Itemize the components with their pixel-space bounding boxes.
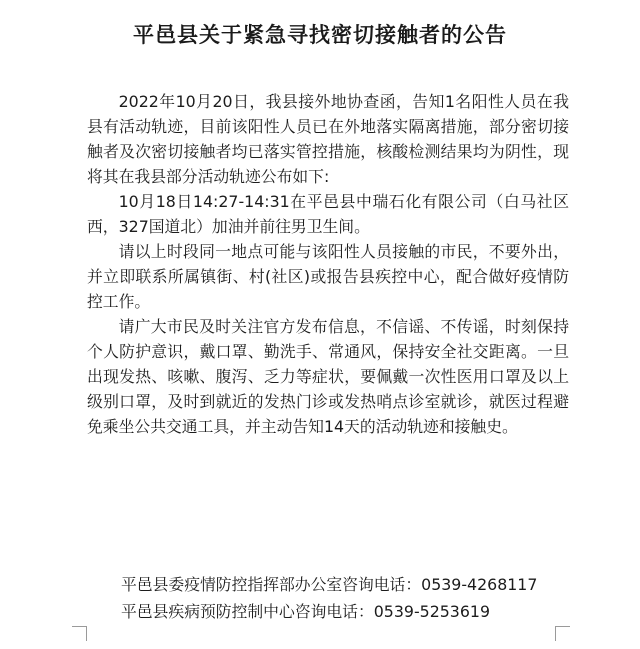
contact-info	[121, 571, 601, 625]
document-body	[87, 89, 569, 439]
paragraph-trace: 10月18日14:27-14:31在平邑县中瑞石化有限公司（白马社区西，327国道北）加油并前往男卫生间。	[87, 192, 569, 236]
paragraph-intro: 2022年10月20日，我县接外地协查函，告知1名阳性人员在我县有活动轨迹，目前该阳性人员已在外地落实隔离措施，部分密切接触者及次密切接触者均已落实管控措施，核酸检测结果均为阴性，现将其在我县部分活动轨迹公布如下:	[87, 92, 569, 186]
paragraph-notice: 请以上时段同一地点可能与该阳性人员接触的市民，不要外出，并立即联系所属镇街、村(社区)或报告县疾控中心，配合做好疫情防控工作。	[87, 242, 569, 311]
contact-line-command-office: 平邑县委疫情防控指挥部办公室咨询电话：0539-4268117	[121, 575, 538, 594]
crop-mark-left	[72, 626, 87, 641]
contact-line-cdc: 平邑县疾病预防控制中心咨询电话：0539-5253619	[121, 602, 491, 621]
document-title: 平邑县关于紧急寻找密切接触者的公告	[133, 23, 507, 47]
paragraph-advice: 请广大市民及时关注官方发布信息，不信谣、不传谣，时刻保持个人防护意识，戴口罩、勤洗手、常通风，保持安全社交距离。一旦出现发热、咳嗽、腹泻、乏力等症状，要佩戴一次性医用口罩及以上级别口罩，及时到就近的发热门诊或发热哨点诊室就诊，就医过程避免乘坐公共交通工具，并主动告知14天的活动轨迹和接触史。	[87, 317, 569, 436]
crop-mark-right	[555, 626, 570, 641]
